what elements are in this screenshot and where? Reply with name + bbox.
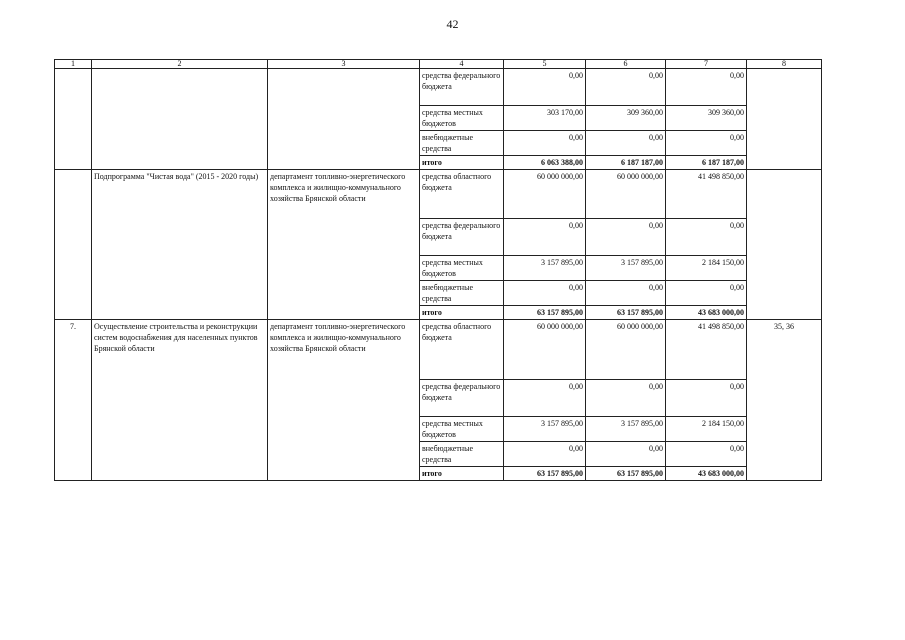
name-cell: Осуществление строительства и реконструкции систем водоснабжения для населенных пунктов Брянской области	[92, 320, 268, 481]
header-cell: 6	[586, 60, 666, 69]
col8-cell: 35, 36	[747, 320, 822, 481]
value-cell: 0,00	[666, 219, 747, 256]
value-cell: 41 498 850,00	[666, 170, 747, 219]
value-cell: 309 360,00	[586, 106, 666, 131]
value-cell: 0,00	[504, 131, 586, 156]
col8-cell	[747, 69, 822, 170]
value-cell: 0,00	[666, 380, 747, 417]
value-cell: 303 170,00	[504, 106, 586, 131]
source-cell: итого	[420, 467, 504, 481]
value-cell: 0,00	[666, 281, 747, 306]
value-cell: 63 157 895,00	[586, 306, 666, 320]
header-row	[55, 60, 822, 69]
value-cell: 0,00	[586, 380, 666, 417]
source-cell: внебюджетные средства	[420, 131, 504, 156]
value-cell: 2 184 150,00	[666, 417, 747, 442]
col8-cell	[747, 170, 822, 320]
header-cell: 1	[55, 60, 92, 69]
source-cell: средства федерального бюджета	[420, 69, 504, 106]
value-cell: 2 184 150,00	[666, 256, 747, 281]
value-cell: 63 157 895,00	[586, 467, 666, 481]
source-cell: внебюджетные средства	[420, 442, 504, 467]
value-cell: 6 187 187,00	[586, 156, 666, 170]
value-cell: 3 157 895,00	[504, 256, 586, 281]
table-row	[55, 69, 822, 106]
header-cell: 8	[747, 60, 822, 69]
page-number: 42	[446, 17, 459, 31]
name-cell: Подпрограмма "Чистая вода" (2015 - 2020 годы)	[92, 170, 268, 320]
number-cell: 7.	[55, 320, 92, 481]
value-cell: 6 187 187,00	[666, 156, 747, 170]
value-cell: 0,00	[666, 442, 747, 467]
value-cell: 3 157 895,00	[586, 417, 666, 442]
value-cell: 43 683 000,00	[666, 467, 747, 481]
source-cell: итого	[420, 156, 504, 170]
source-cell: средства областного бюджета	[420, 320, 504, 380]
value-cell: 3 157 895,00	[504, 417, 586, 442]
value-cell: 6 063 388,00	[504, 156, 586, 170]
executor-cell	[268, 69, 420, 170]
executor-cell: департамент топливно-энергетического комплекса и жилищно-коммунального хозяйства Брянской области	[268, 320, 420, 481]
source-cell: средства местных бюджетов	[420, 106, 504, 131]
value-cell: 60 000 000,00	[504, 170, 586, 219]
number-cell	[55, 69, 92, 170]
source-cell: средства местных бюджетов	[420, 256, 504, 281]
budget-table	[54, 59, 822, 481]
source-cell: средства федерального бюджета	[420, 380, 504, 417]
value-cell: 0,00	[504, 219, 586, 256]
value-cell: 0,00	[666, 131, 747, 156]
value-cell: 60 000 000,00	[586, 170, 666, 219]
value-cell: 309 360,00	[666, 106, 747, 131]
value-cell: 0,00	[504, 69, 586, 106]
value-cell: 63 157 895,00	[504, 306, 586, 320]
value-cell: 0,00	[504, 281, 586, 306]
header-cell: 5	[504, 60, 586, 69]
value-cell: 63 157 895,00	[504, 467, 586, 481]
executor-cell: департамент топливно-энергетического комплекса и жилищно-коммунального хозяйства Брянской области	[268, 170, 420, 320]
table-row	[55, 170, 822, 219]
value-cell: 0,00	[504, 442, 586, 467]
value-cell: 41 498 850,00	[666, 320, 747, 380]
value-cell: 0,00	[586, 442, 666, 467]
value-cell: 0,00	[504, 380, 586, 417]
value-cell: 3 157 895,00	[586, 256, 666, 281]
source-cell: внебюджетные средства	[420, 281, 504, 306]
header-cell: 2	[92, 60, 268, 69]
value-cell: 0,00	[666, 69, 747, 106]
source-cell: средства областного бюджета	[420, 170, 504, 219]
value-cell: 0,00	[586, 219, 666, 256]
header-cell: 3	[268, 60, 420, 69]
value-cell: 0,00	[586, 131, 666, 156]
header-cell: 4	[420, 60, 504, 69]
value-cell: 60 000 000,00	[504, 320, 586, 380]
value-cell: 60 000 000,00	[586, 320, 666, 380]
source-cell: средства местных бюджетов	[420, 417, 504, 442]
value-cell: 0,00	[586, 69, 666, 106]
value-cell: 43 683 000,00	[666, 306, 747, 320]
number-cell	[55, 170, 92, 320]
name-cell	[92, 69, 268, 170]
header-cell: 7	[666, 60, 747, 69]
source-cell: средства федерального бюджета	[420, 219, 504, 256]
table-row	[55, 320, 822, 380]
source-cell: итого	[420, 306, 504, 320]
value-cell: 0,00	[586, 281, 666, 306]
